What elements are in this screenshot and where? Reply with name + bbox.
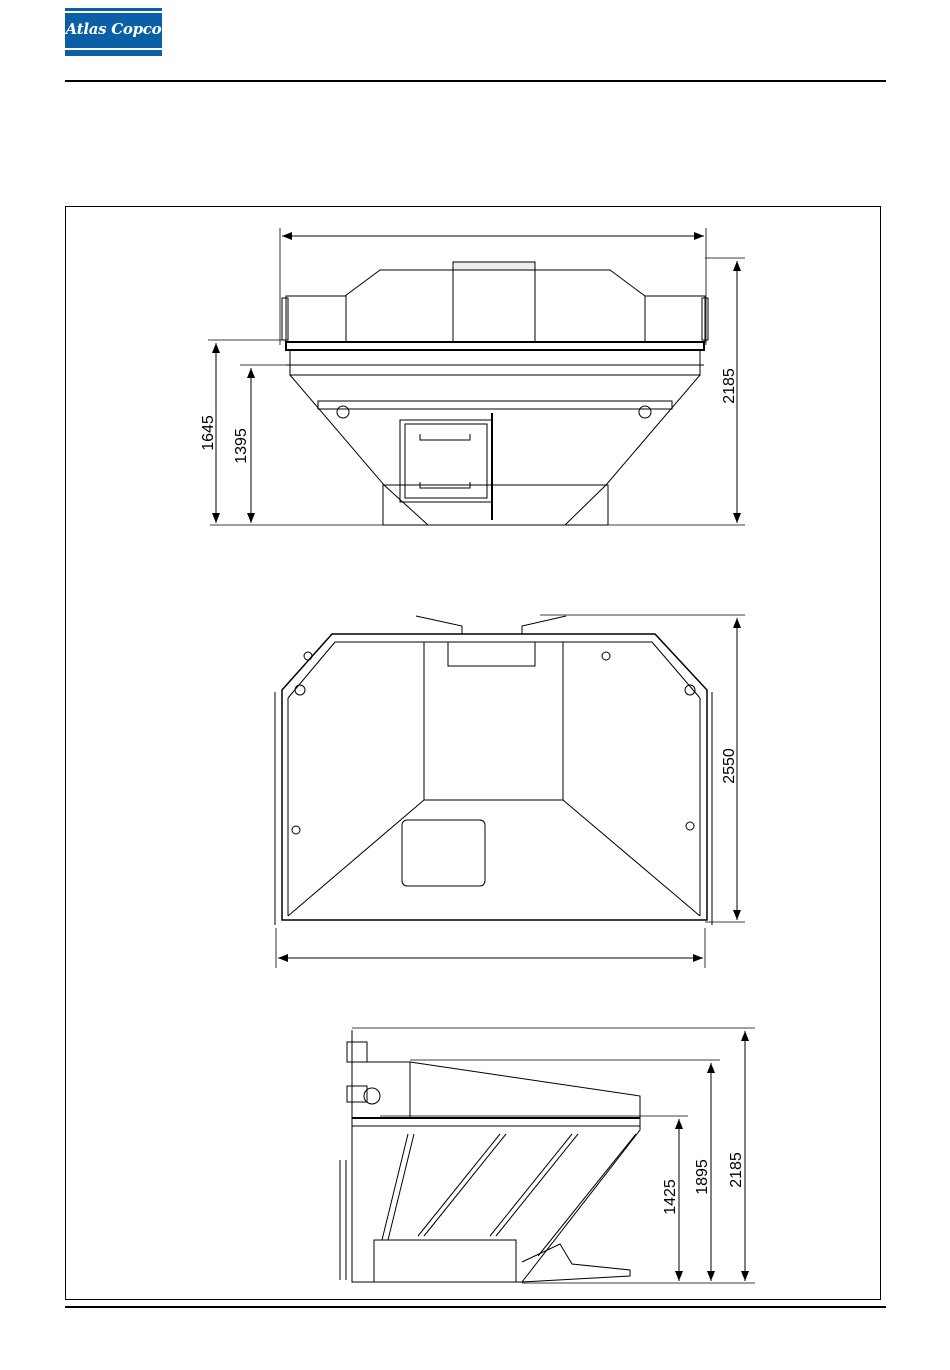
front-view — [208, 228, 745, 525]
dim-side-1895: 1895 — [694, 1159, 711, 1195]
dim-side-1425: 1425 — [662, 1179, 679, 1215]
footer-rule — [65, 1306, 886, 1308]
dim-top-2550: 2550 — [721, 748, 738, 784]
dim-side-2185: 2185 — [728, 1152, 745, 1188]
top-view — [275, 615, 745, 968]
side-view — [340, 1028, 755, 1283]
dim-front-2185: 2185 — [721, 368, 738, 404]
dim-front-1395: 1395 — [233, 428, 250, 464]
dim-front-1645: 1645 — [200, 415, 217, 451]
logo-text: Atlas Copco — [65, 20, 162, 38]
